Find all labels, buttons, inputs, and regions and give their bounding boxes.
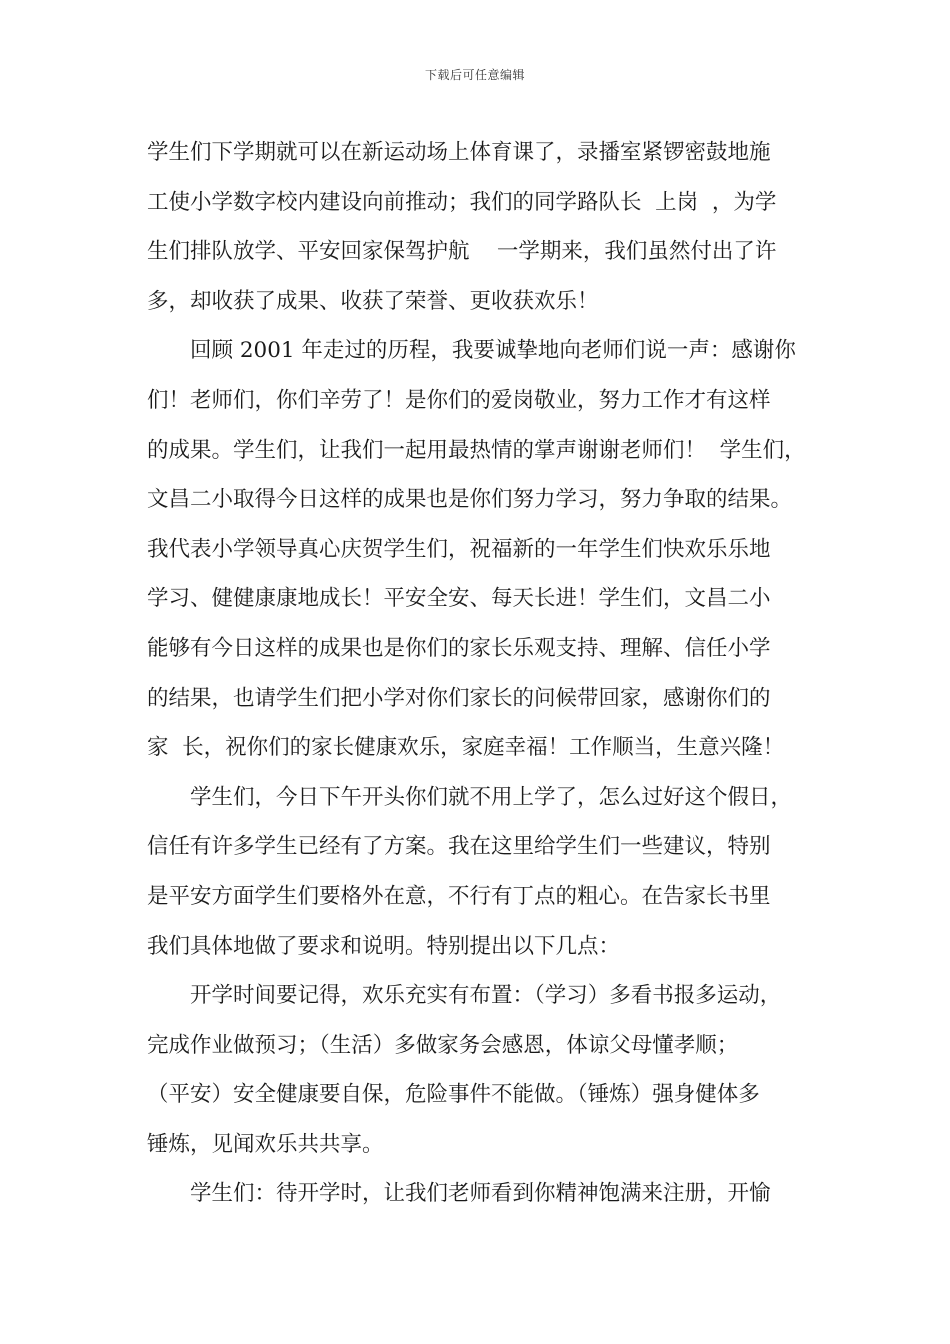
text-line: 多，却收获了成果、收获了荣誉、更收获欢乐！ bbox=[147, 288, 599, 314]
text-line: 学生们：待开学时，让我们老师看到你精神饱满来注册，开愉 bbox=[190, 1181, 771, 1207]
text-line: 我代表小学领导真心庆贺学生们，祝福新的一年学生们快欢乐乐地 bbox=[147, 536, 771, 562]
text-line: 学生们下学期就可以在新运动场上体育课了，录播室紧锣密鼓地施 bbox=[147, 140, 771, 165]
text-line: 的成果。学生们，让我们一起用最热情的掌声谢谢老师们！ 学生们， bbox=[147, 437, 806, 463]
text-line: 的结果，也请学生们把小学对你们家长的问候带回家，感谢你们的 bbox=[147, 685, 771, 711]
text-line: 生们排队放学、平安回家保驾护航 一学期来，我们虽然付出了许 bbox=[147, 239, 777, 265]
page-header: 下载后可任意编辑 bbox=[424, 68, 525, 82]
text-line: 工使小学数字校内建设向前推动；我们的同学路队长 上岗 ，为学 bbox=[147, 189, 777, 215]
paragraph bbox=[147, 326, 827, 772]
text-line: 锤炼，见闻欢乐共共享。 bbox=[147, 1131, 384, 1157]
text-line: 回顾 2001 年走过的历程，我要诚挚地向老师们说一声：感谢你 bbox=[190, 338, 796, 364]
text-line: 家 长，祝你们的家长健康欢乐，家庭幸福！工作顺当，生意兴隆！ bbox=[147, 735, 785, 761]
paragraph bbox=[147, 773, 827, 971]
paragraph bbox=[147, 971, 827, 1169]
text-line: （平安）安全健康要自保，危险事件不能做。（锤炼）强身健体多 bbox=[147, 1082, 760, 1108]
text-line: 我们具体地做了要求和说明。特别提出以下几点： bbox=[147, 933, 621, 959]
paragraph bbox=[147, 1169, 827, 1219]
text-line: 们！老师们，你们辛劳了！是你们的爱岗敬业，努力工作才有这样 bbox=[147, 387, 771, 413]
paragraph bbox=[147, 128, 827, 326]
text-line: 完成作业做预习；（生活）多做家务会感恩，体谅父母懂孝顺； bbox=[147, 1032, 739, 1058]
document-body bbox=[147, 128, 827, 1219]
text-line: 是平安方面学生们要格外在意，不行有丁点的粗心。在告家长书里 bbox=[147, 883, 771, 909]
text-line: 学习、健健康康地成长！平安全安、每天长进！学生们，文昌二小 bbox=[147, 586, 771, 612]
text-line: 文昌二小取得今日这样的成果也是你们努力学习，努力争取的结果。 bbox=[147, 487, 793, 513]
text-line: 信任有许多学生已经有了方案。我在这里给学生们一些建议，特别 bbox=[147, 834, 771, 860]
text-line: 开学时间要记得，欢乐充实有布置：（学习）多看书报多运动， bbox=[190, 983, 782, 1009]
text-line: 学生们，今日下午开头你们就不用上学了，怎么过好这个假日， bbox=[190, 784, 793, 810]
text-line: 能够有今日这样的成果也是你们的家长乐观支持、理解、信任小学 bbox=[147, 635, 771, 661]
